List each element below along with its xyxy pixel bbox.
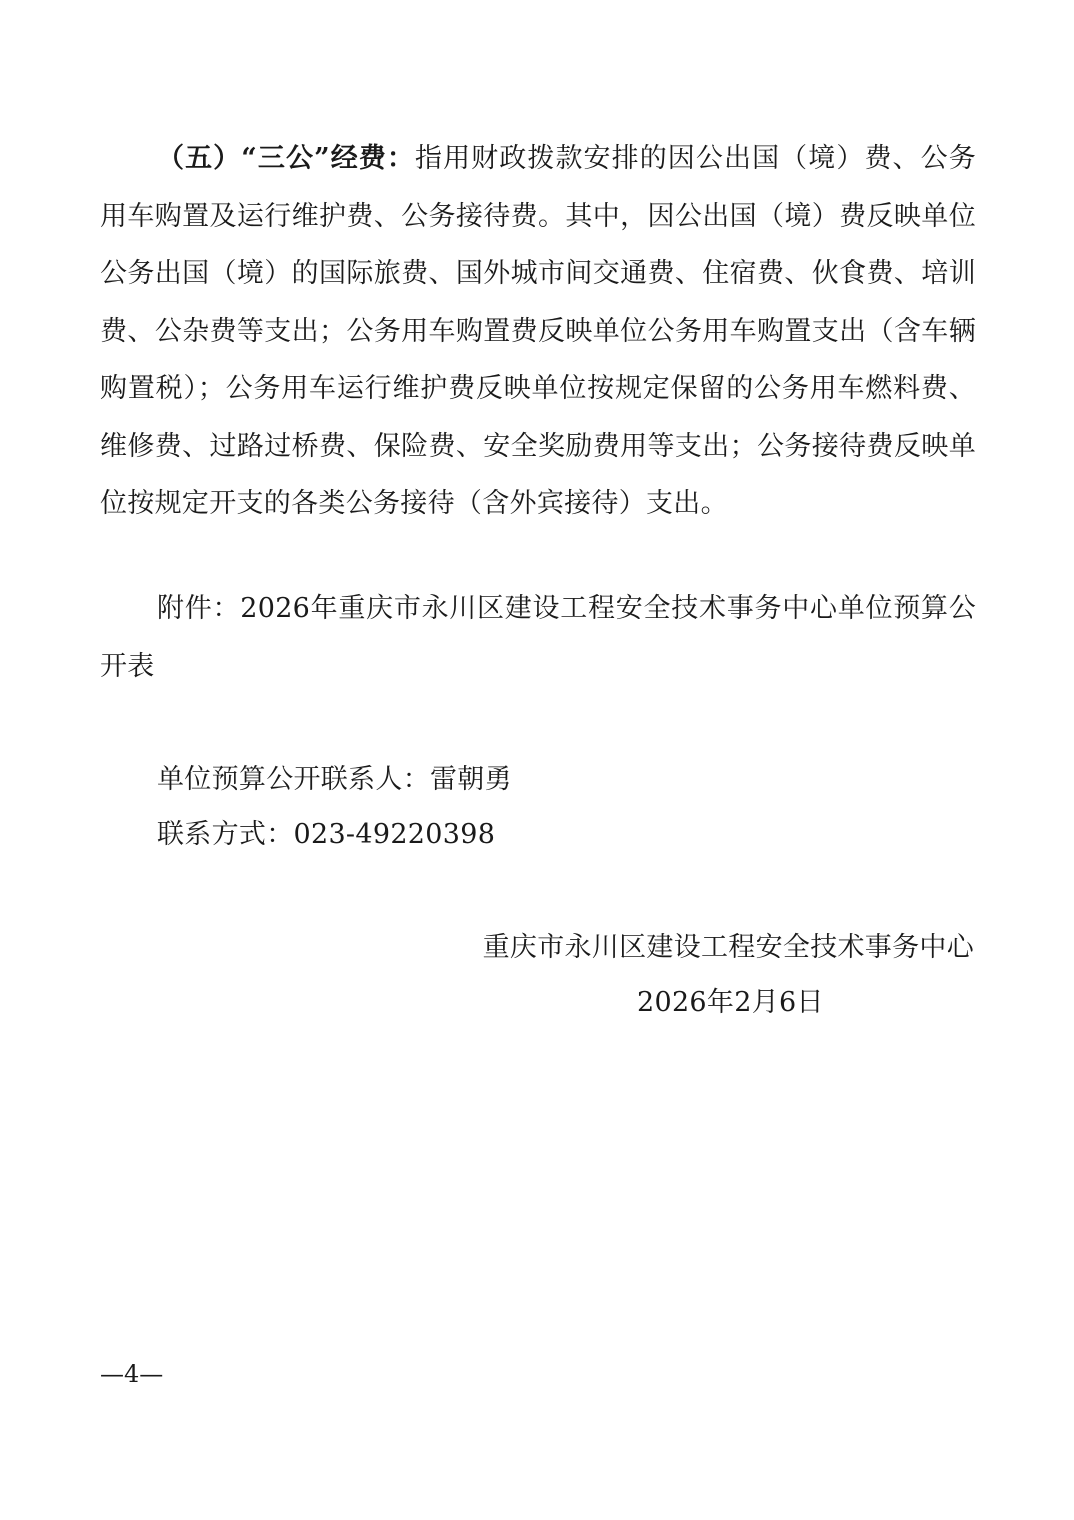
section-heading: （五）“三公”经费：: [157, 143, 415, 174]
contact-block: [157, 752, 512, 862]
signature-organization: 重庆市永川区建设工程安全技术事务中心: [482, 932, 974, 963]
signature-date: 2026年2月6日: [637, 987, 824, 1018]
page-number: —4—: [100, 1360, 164, 1388]
contact-person: 单位预算公开联系人：雷朝勇: [157, 764, 512, 795]
attachment-note: 附件：2026年重庆市永川区建设工程安全技术事务中心单位预算公开表: [100, 593, 976, 682]
section-body: 指用财政拨款安排的因公出国（境）费、公务用车购置及运行维护费、公务接待费。其中，因公出国（境）费反映单位公务出国（境）的国际旅费、国外城市间交通费、住宿费、伙食费、培训费、公杂费等支出；公务用车购置费反映单位公务用车购置支出（含车辆购置税）；公务用车运行维护费反映单位按规定保留的公务用车燃料费、维修费、过路过桥费、保险费、安全奖励费用等支出；公务接待费反映单位按规定开支的各类公务接待（含外宾接待）支出。: [100, 143, 977, 519]
section-three-public-expenses: [100, 130, 976, 533]
contact-phone: 联系方式：023-49220398: [157, 819, 496, 850]
